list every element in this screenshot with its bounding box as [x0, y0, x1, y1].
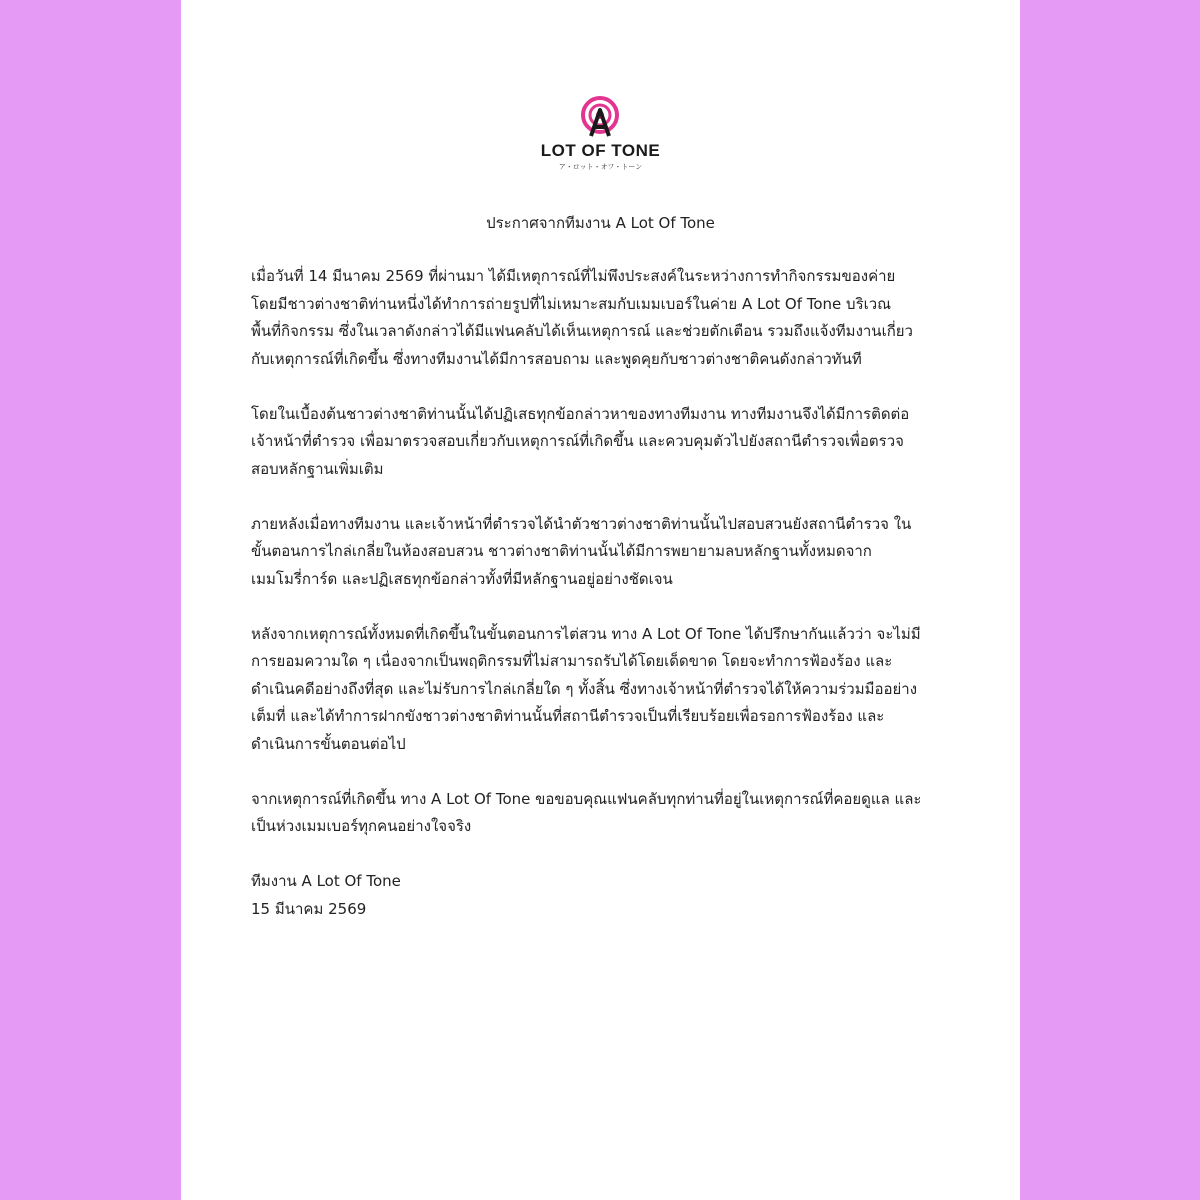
signature-date: 15 มีนาคม 2569	[251, 899, 367, 918]
text-line: ขั้นตอนการไกล่เกลี่ยในห้องสอบสวน ชาวต่างชาติท่านนั้นได้มีการพยายามลบหลักฐานทั้งหมดจาก	[251, 542, 872, 560]
page-title: ประกาศจากทีมงาน A Lot Of Tone	[486, 214, 715, 232]
paragraph	[251, 621, 951, 759]
radio-tower-icon	[578, 96, 622, 140]
text-line: เจ้าหน้าที่ตำรวจ เพื่อมาตรวจสอบเกี่ยวกับเหตุการณ์ที่เกิดขึ้น และควบคุมตัวไปยังสถานีตำรวจเพื่อตรวจ	[251, 432, 904, 450]
text-line: ดำเนินคดีอย่างถึงที่สุด และไม่รับการไกล่เกลี่ยใด ๆ ทั้งสิ้น ซึ่งทางเจ้าหน้าที่ตำรวจได้ให้ความร่วมมืออย่าง	[251, 679, 918, 698]
signature-block	[251, 868, 951, 923]
text-line: สอบหลักฐานเพิ่มเติม	[251, 459, 384, 478]
company-logo	[181, 96, 1020, 176]
text-line: กับเหตุการณ์ที่เกิดขึ้น ซึ่งทางทีมงานได้มีการสอบถาม และพูดคุยกับชาวต่างชาติคนดังกล่าวทันที	[251, 349, 862, 368]
paragraph	[251, 263, 951, 373]
text-line: เมื่อวันที่ 14 มีนาคม 2569 ที่ผ่านมา ได้มีเหตุการณ์ที่ไม่พึงประสงค์ในระหว่างการทำกิจกรรมของค่าย	[251, 267, 896, 285]
text-line: หลังจากเหตุการณ์ทั้งหมดที่เกิดขึ้นในขั้นตอนการไต่สวน ทาง A Lot Of Tone ได้ปรึกษากันแล้วว่า จะไม่มี	[251, 624, 921, 643]
text-line: เป็นห่วงเมมเบอร์ทุกคนอย่างใจจริง	[251, 817, 472, 835]
announcement-page	[181, 0, 1020, 1200]
logo-title: LOT OF TONE	[540, 141, 661, 160]
text-line: เต็มที่ และได้ทำการฝากขังชาวต่างชาติท่านนั้นที่สถานีตำรวจเป็นที่เรียบร้อยเพื่อรอการฟ้องร้อง และ	[251, 707, 885, 725]
text-line: ภายหลังเมื่อทางทีมงาน และเจ้าหน้าที่ตำรวจได้นำตัวชาวต่างชาติท่านนั้นไปสอบสวนยังสถานีตำรวจ ใน	[251, 514, 912, 533]
paragraph	[251, 786, 951, 841]
text-line: เมมโมรี่การ์ด และปฏิเสธทุกข้อกล่าวทั้งที่มีหลักฐานอยู่อย่างชัดเจน	[251, 569, 673, 588]
text-line: การยอมความใด ๆ เนื่องจากเป็นพฤติกรรมที่ไม่สามารถรับได้โดยเด็ดขาด โดยจะทำการฟ้องร้อง และ	[251, 652, 893, 670]
text-line: โดยมีชาวต่างชาติท่านหนึ่งได้ทำการถ่ายรูปที่ไม่เหมาะสมกับเมมเบอร์ในค่าย A Lot Of Tone บริเวณ	[251, 294, 892, 313]
text-line: จากเหตุการณ์ที่เกิดขึ้น ทาง A Lot Of Tone ขอขอบคุณแฟนคลับทุกท่านที่อยู่ในเหตุการณ์ที่คอยดูแล และ	[251, 789, 922, 808]
paragraph	[251, 401, 951, 484]
text-line: พื้นที่กิจกรรม ซึ่งในเวลาดังกล่าวได้มีแฟนคลับได้เห็นเหตุการณ์ และช่วยตักเตือน รวมถึงแจ้งทีมงานเกี่ยว	[251, 322, 913, 340]
text-line: โดยในเบื้องต้นชาวต่างชาติท่านนั้นได้ปฏิเสธทุกข้อกล่าวหาของทางทีมงาน ทางทีมงานจึงได้มีการติดต่อ	[251, 404, 910, 423]
text-line: ดำเนินการขั้นตอนต่อไป	[251, 734, 406, 753]
announcement-body	[251, 263, 951, 951]
signature-name: ทีมงาน A Lot Of Tone	[251, 872, 401, 890]
paragraph	[251, 511, 951, 594]
logo-subtitle: ア・ロット・オフ・トーン	[558, 163, 643, 171]
